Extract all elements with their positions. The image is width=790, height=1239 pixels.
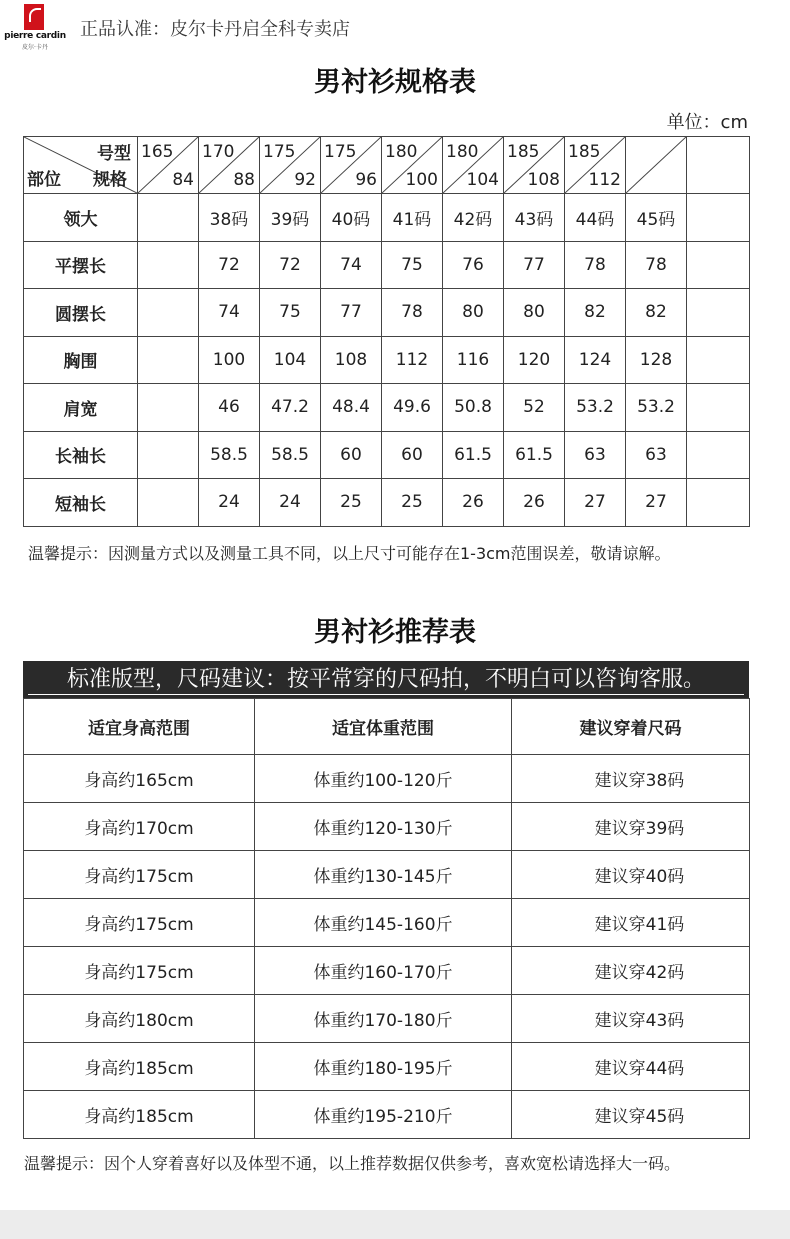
spec-value-cell: 100: [199, 336, 260, 384]
spec-value-cell: 82: [565, 289, 626, 337]
spec-value-cell: 63: [626, 431, 687, 479]
blank-cell: [138, 431, 199, 479]
size-chest: 84: [172, 170, 194, 190]
size-spec-table: [23, 136, 750, 527]
spec-value-cell: 108: [321, 336, 382, 384]
spec-value-cell: 58.5: [260, 431, 321, 479]
unit-label: 单位：cm: [666, 112, 748, 133]
corner-label-model: 号型: [97, 144, 131, 164]
suggested-size-cell: 建议穿43码: [512, 995, 750, 1043]
spec-value-cell: 124: [565, 336, 626, 384]
height-cell: 身高约170cm: [24, 803, 255, 851]
spec-value-cell: 43码: [504, 194, 565, 242]
spec-value-cell: 112: [382, 336, 443, 384]
spec-row: [24, 289, 750, 337]
row-label: 短袖长: [24, 479, 138, 527]
spec-value-cell: 53.2: [626, 384, 687, 432]
corner-label-part: 部位: [27, 170, 61, 190]
spec-note: 温馨提示：因测量方式以及测量工具不同，以上尺寸可能存在1-3cm范围误差，敬请谅解。: [28, 544, 671, 563]
suggested-size-cell: 建议穿39码: [512, 803, 750, 851]
blank-header-cell: [687, 137, 750, 194]
row-label: 圆摆长: [24, 289, 138, 337]
size-header-cell: [321, 137, 382, 194]
suggested-size-cell: 建议穿45码: [512, 1091, 750, 1139]
size-chest: 88: [233, 170, 255, 190]
blank-cell: [687, 431, 750, 479]
spec-value-cell: 42码: [443, 194, 504, 242]
blank-cell: [687, 241, 750, 289]
spec-value-cell: 78: [382, 289, 443, 337]
header-height-range: 适宜身高范围: [24, 699, 255, 755]
spec-value-cell: 27: [626, 479, 687, 527]
spec-value-cell: 26: [504, 479, 565, 527]
spec-value-cell: 44码: [565, 194, 626, 242]
size-height: 180: [446, 142, 479, 162]
row-label: 长袖长: [24, 431, 138, 479]
blank-cell: [687, 194, 750, 242]
size-header-cell: [199, 137, 260, 194]
size-height: 185: [568, 142, 601, 162]
rec-row: [24, 995, 750, 1043]
spec-value-cell: 75: [382, 241, 443, 289]
size-header-cell: [565, 137, 626, 194]
spec-value-cell: 47.2: [260, 384, 321, 432]
weight-cell: 体重约130-145斤: [255, 851, 512, 899]
spec-value-cell: 72: [199, 241, 260, 289]
spec-value-cell: 116: [443, 336, 504, 384]
blank-cell: [687, 384, 750, 432]
row-label: 平摆长: [24, 241, 138, 289]
height-cell: 身高约175cm: [24, 851, 255, 899]
weight-cell: 体重约100-120斤: [255, 755, 512, 803]
blank-cell: [138, 194, 199, 242]
pierre-cardin-logo: [4, 4, 66, 51]
spec-value-cell: 26: [443, 479, 504, 527]
size-height: 165: [141, 142, 174, 162]
blank-cell: [687, 289, 750, 337]
spec-value-cell: 63: [565, 431, 626, 479]
weight-cell: 体重约145-160斤: [255, 899, 512, 947]
header-weight-range: 适宜体重范围: [255, 699, 512, 755]
size-header-cell: [260, 137, 321, 194]
size-height: 170: [202, 142, 235, 162]
spec-row: [24, 241, 750, 289]
rec-row: [24, 851, 750, 899]
size-chest: 104: [466, 170, 499, 190]
spec-value-cell: 76: [443, 241, 504, 289]
spec-value-cell: 24: [260, 479, 321, 527]
spec-value-cell: 128: [626, 336, 687, 384]
spec-value-cell: 77: [504, 241, 565, 289]
spec-value-cell: 46: [199, 384, 260, 432]
spec-value-cell: 38码: [199, 194, 260, 242]
suggested-size-cell: 建议穿40码: [512, 851, 750, 899]
spec-value-cell: 45码: [626, 194, 687, 242]
spec-value-cell: 74: [199, 289, 260, 337]
spec-value-cell: 120: [504, 336, 565, 384]
spec-value-cell: 40码: [321, 194, 382, 242]
row-label: 胸围: [24, 336, 138, 384]
spec-row: [24, 479, 750, 527]
spec-value-cell: 41码: [382, 194, 443, 242]
spec-value-cell: 61.5: [504, 431, 565, 479]
height-cell: 身高约175cm: [24, 947, 255, 995]
spec-row: [24, 431, 750, 479]
spec-value-cell: 80: [443, 289, 504, 337]
header-suggested-size: 建议穿着尺码: [512, 699, 750, 755]
spec-value-cell: 75: [260, 289, 321, 337]
size-height: 185: [507, 142, 540, 162]
size-chest: 112: [588, 170, 621, 190]
size-header-cell: [443, 137, 504, 194]
height-cell: 身高约180cm: [24, 995, 255, 1043]
suggested-size-cell: 建议穿41码: [512, 899, 750, 947]
blank-cell: [138, 289, 199, 337]
spec-value-cell: 52: [504, 384, 565, 432]
spec-value-cell: 60: [321, 431, 382, 479]
spec-value-cell: 60: [382, 431, 443, 479]
spec-value-cell: 50.8: [443, 384, 504, 432]
spec-value-cell: 48.4: [321, 384, 382, 432]
spec-value-cell: 39码: [260, 194, 321, 242]
suggested-size-cell: 建议穿42码: [512, 947, 750, 995]
rec-row: [24, 899, 750, 947]
spec-value-cell: 104: [260, 336, 321, 384]
weight-cell: 体重约180-195斤: [255, 1043, 512, 1091]
brand-mark-icon: [24, 4, 44, 30]
weight-cell: 体重约195-210斤: [255, 1091, 512, 1139]
spec-value-cell: 27: [565, 479, 626, 527]
spec-row: [24, 336, 750, 384]
size-advice-banner: 标准版型，尺码建议：按平常穿的尺码拍，不明白可以咨询客服。: [23, 661, 749, 698]
spec-row: [24, 194, 750, 242]
rec-row: [24, 947, 750, 995]
spec-value-cell: 78: [565, 241, 626, 289]
size-header-cell: [382, 137, 443, 194]
spec-value-cell: 61.5: [443, 431, 504, 479]
row-label: 肩宽: [24, 384, 138, 432]
rec-row: [24, 803, 750, 851]
rec-row: [24, 1043, 750, 1091]
logo-subtext: 皮尔·卡丹: [22, 44, 48, 51]
row-label: 领大: [24, 194, 138, 242]
rec-note: 温馨提示：因个人穿着喜好以及体型不通，以上推荐数据仅供参考，喜欢宽松请选择大一码。: [24, 1154, 681, 1173]
weight-cell: 体重约160-170斤: [255, 947, 512, 995]
rec-row: [24, 1091, 750, 1139]
size-header-cell: [138, 137, 199, 194]
blank-cell: [138, 241, 199, 289]
store-name: 正品认准：皮尔卡丹启全科专卖店: [80, 19, 350, 40]
size-chest: 108: [527, 170, 560, 190]
logo-text: pierre cardin: [4, 31, 66, 41]
weight-cell: 体重约120-130斤: [255, 803, 512, 851]
page-footer-strip: [0, 1210, 790, 1239]
spec-value-cell: 72: [260, 241, 321, 289]
size-header-cell: [504, 137, 565, 194]
blank-cell: [138, 336, 199, 384]
store-header: [0, 0, 790, 56]
spec-value-cell: 77: [321, 289, 382, 337]
height-cell: 身高约165cm: [24, 755, 255, 803]
height-cell: 身高约175cm: [24, 899, 255, 947]
spec-value-cell: 58.5: [199, 431, 260, 479]
spec-value-cell: 24: [199, 479, 260, 527]
spec-value-cell: 80: [504, 289, 565, 337]
spec-value-cell: 25: [382, 479, 443, 527]
size-chest: 100: [405, 170, 438, 190]
suggested-size-cell: 建议穿38码: [512, 755, 750, 803]
corner-label-spec: 规格: [93, 170, 127, 190]
height-cell: 身高约185cm: [24, 1043, 255, 1091]
weight-cell: 体重约170-180斤: [255, 995, 512, 1043]
blank-cell: [138, 479, 199, 527]
spec-value-cell: 78: [626, 241, 687, 289]
spec-value-cell: 25: [321, 479, 382, 527]
blank-cell: [687, 479, 750, 527]
spec-value-cell: 82: [626, 289, 687, 337]
size-height: 175: [263, 142, 296, 162]
size-height: 180: [385, 142, 418, 162]
corner-header-cell: [24, 137, 138, 194]
spec-table-title: 男衬衫规格表: [314, 67, 476, 98]
height-cell: 身高约185cm: [24, 1091, 255, 1139]
blank-diagonal-cell: [626, 137, 687, 194]
size-height: 175: [324, 142, 357, 162]
spec-value-cell: 53.2: [565, 384, 626, 432]
suggested-size-cell: 建议穿44码: [512, 1043, 750, 1091]
rec-row: [24, 755, 750, 803]
blank-cell: [138, 384, 199, 432]
size-chest: 96: [355, 170, 377, 190]
size-recommendation-table: [23, 698, 750, 1139]
size-chest: 92: [294, 170, 316, 190]
rec-header-row: [24, 699, 750, 755]
spec-row: [24, 384, 750, 432]
blank-cell: [687, 336, 750, 384]
spec-value-cell: 74: [321, 241, 382, 289]
spec-value-cell: 49.6: [382, 384, 443, 432]
rec-table-title: 男衬衫推荐表: [314, 617, 476, 648]
